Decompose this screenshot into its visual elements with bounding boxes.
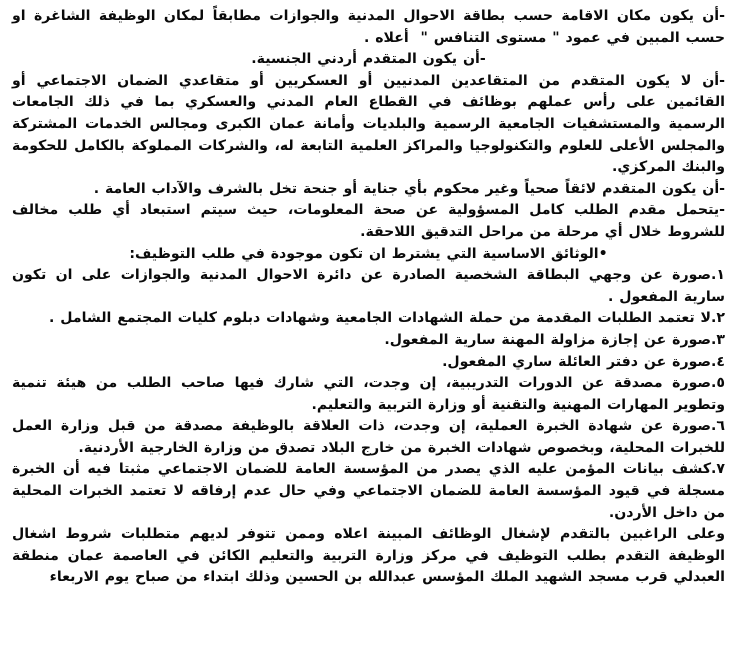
condition-not-retired: -أن لا يكون المتقدم من المتقاعدين المدنيين أو العسكريين أو متقاعدي الضمان الاجتماعي أو القائمين على رأس عملهم بوظائف في القطاع العام المدني والعسكري بما في ذلك الجامعات الرسمية والمستشفيات الجامعية الرسمية والبلديات وأمانة عمان الكبرى ومجالس الخدمات المشتركة والمجلس الأعلى للعلوم والتكنولوجيا والمراكز العلمية التابعة له، والشركات المملوكة بالكامل للحكومة والبنك المركزي. — [6, 72, 725, 176]
condition-nationality: -أن يكون المتقدم أردني الجنسية. — [251, 51, 486, 68]
condition-residence: -أن يكون مكان الاقامة حسب بطاقة الاحوال المدنية والجوازات مطابقاً لمكان الوظيفة الشاغرة او حسب المبين في عمود " مستوى التنافس " أعلاه . — [6, 8, 725, 46]
document-item-2: ٢.لا تعتمد الطلبات المقدمة من حملة الشهادات الجامعية وشهادات دبلوم كليات المجتمع الشامل . — [49, 310, 725, 327]
document-item-7: ٧.كشف بيانات المؤمن عليه الذي يصدر من المؤسسة العامة للضمان الاجتماعي مثبتا فيه أن الخبرة مسجلة في قيود المؤسسة العامة للضمان الاجتماعي وفي حال عدم إرفاقه لا تعتمد الخبرات المحلية من داخل الأردن. — [6, 461, 725, 521]
document-item-4: ٤.صورة عن دفتر العائلة ساري المفعول. — [442, 353, 725, 370]
document-item-1: ١.صورة عن وجهي البطاقة الشخصية الصادرة عن دائرة الاحوال المدنية والجوازات على ان تكون سارية المفعول . — [6, 267, 725, 305]
document-item-3: ٣.صورة عن إجازة مزاولة المهنة سارية المفعول. — [384, 331, 725, 348]
document-item-5: ٥.صورة مصدقة عن الدورات التدريبية، إن وجدت، التي شارك فيها صاحب الطلب من هيئة تنمية وتطوير المهارات المهنية والتقنية أو وزارة التربية والتعليم. — [6, 375, 725, 413]
documents-heading: •الوثائق الاساسية التي يشترط ان تكون موجودة في طلب التوظيف: — [129, 245, 608, 262]
condition-responsibility: -يتحمل مقدم الطلب كامل المسؤولية عن صحة المعلومات، حيث سيتم استبعاد أي طلب مخالف للشروط خلال أي مرحلة من مراحل التدقيق اللاحقة. — [6, 202, 725, 240]
application-instructions: وعلى الراغبين بالتقدم لإشغال الوظائف المبينة اعلاه وممن تتوفر لديهم متطلبات شروط اشغال الوظيفة التقدم بطلب التوظيف في مركز وزارة التربية والتعليم الكائن في العاصمة عمان منطقة العبدلي قرب مسجد الشهيد الملك المؤسس عبدالله بن الحسين وذلك ابتداء من صباح يوم الاربعاء — [6, 526, 725, 586]
condition-good-conduct: -أن يكون المتقدم لائقاً صحياً وغير محكوم بأي جناية أو جنحة تخل بالشرف والآداب العامة . — [93, 180, 725, 197]
document-item-6: ٦.صورة عن شهادة الخبرة العملية، إن وجدت، ذات العلاقة بالوظيفة مصدقة من قبل وزارة العمل للخبرات المحلية، وبخصوص شهادات الخبرة من خارج البلاد تصدق من وزارة الخارجية الأردنية. — [6, 418, 725, 456]
